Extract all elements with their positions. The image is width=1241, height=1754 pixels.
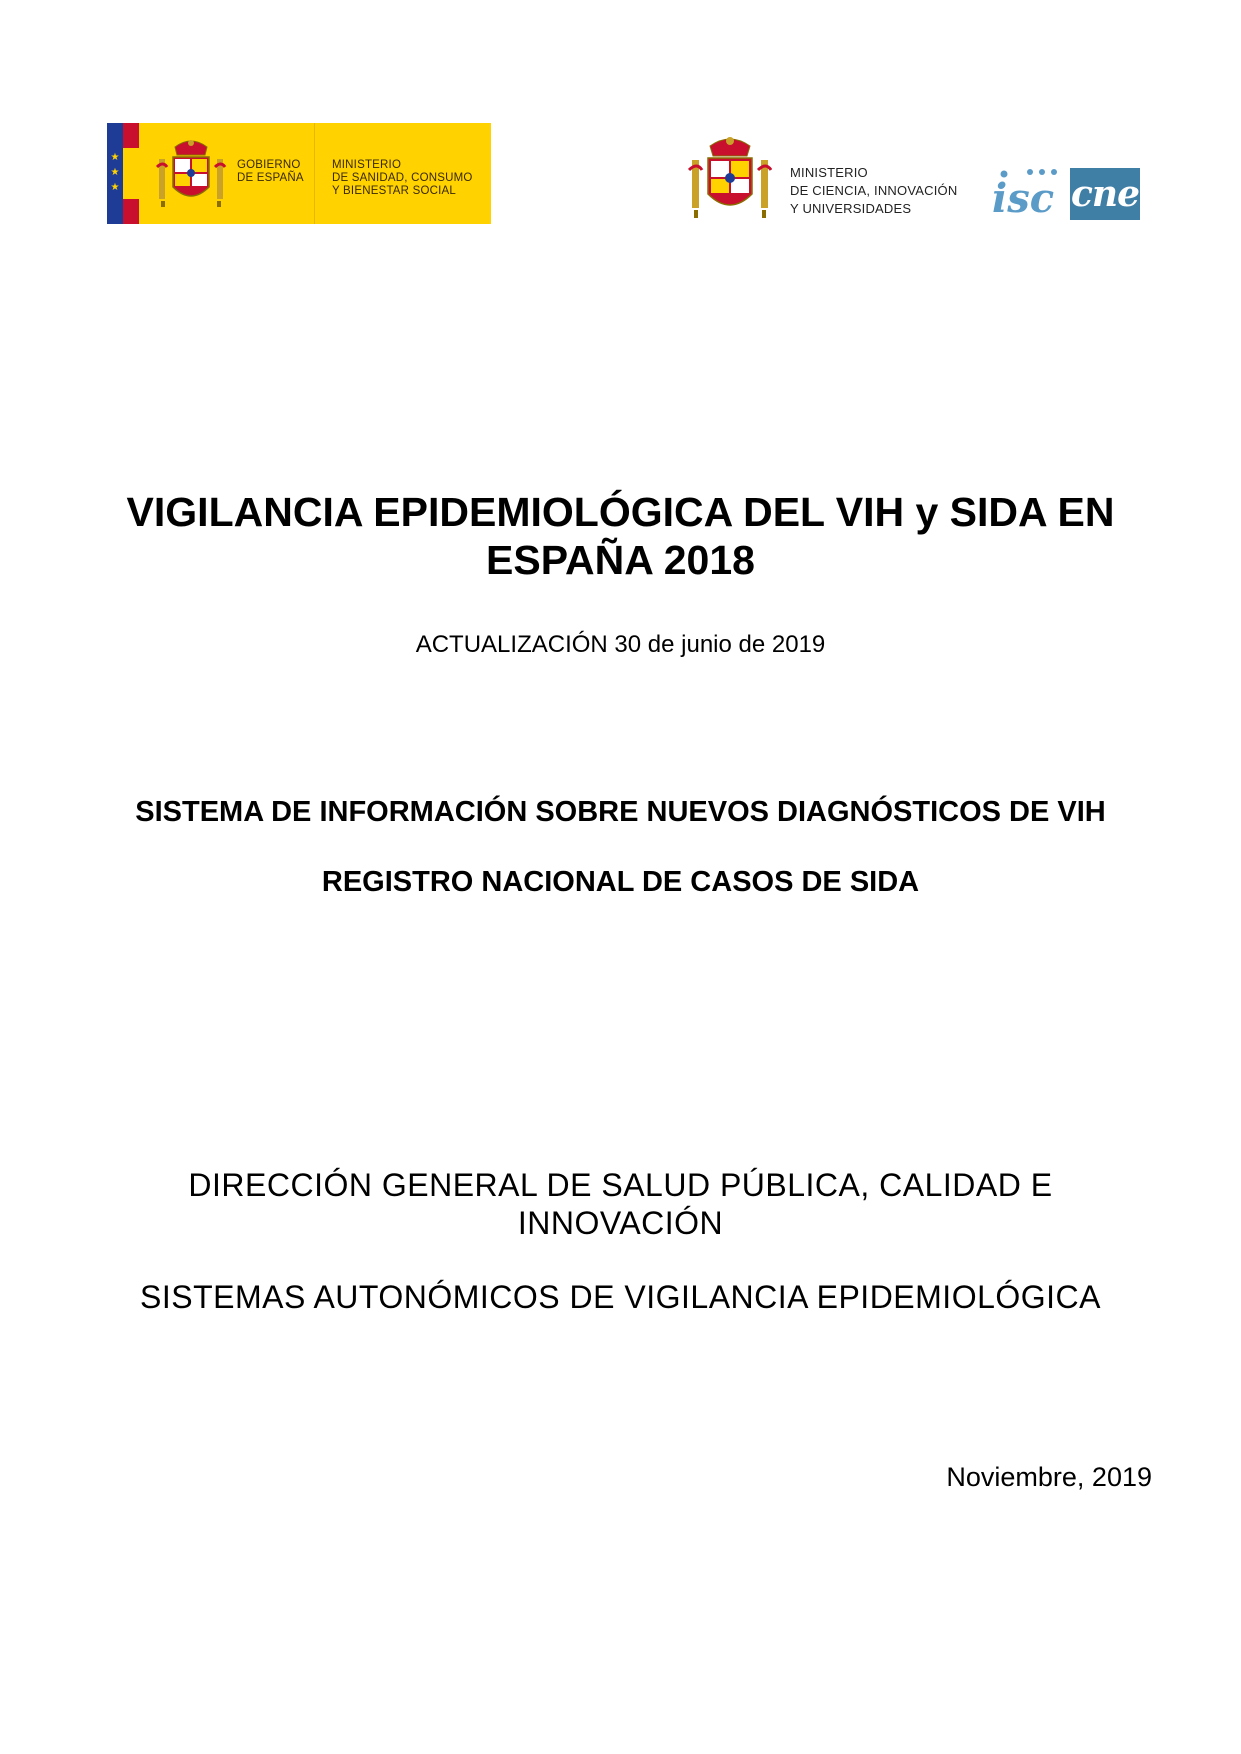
spain-coat-of-arms-icon [688,134,772,224]
registry-heading: REGISTRO NACIONAL DE CASOS DE SIDA [321,866,920,898]
logo-divider [314,123,315,224]
cne-logo-text: cne [1071,173,1139,215]
update-line: ACTUALIZACIÓN 30 de junio de 2019 [415,631,826,658]
ministerio-ciencia-label: MINISTERIO DE CIENCIA, INNOVACIÓN Y UNIVERSIDADES [790,165,958,216]
directorate-name: DIRECCIÓN GENERAL DE SALUD PÚBLICA, CALIDAD E INNOVACIÓN [188,1167,1053,1241]
gobierno-espana-label: GOBIERNO DE ESPAÑA [237,159,304,184]
system-heading: SISTEMA DE INFORMACIÓN SOBRE NUEVOS DIAGNÓSTICOS DE VIH [135,796,1106,828]
ministerio-sanidad-label: MINISTERIO DE SANIDAD, CONSUMO Y BIENESTAR SOCIAL [332,159,473,197]
document-title: VIGILANCIA EPIDEMIOLÓGICA DEL VIH y SIDA EN ESPAÑA 2018 [126,489,1115,583]
publication-date: Noviembre, 2019 [946,1462,1152,1492]
regional-systems-name: SISTEMAS AUTONÓMICOS DE VIGILANCIA EPIDEMIOLÓGICA [140,1279,1101,1315]
isc-logo-text: isc [992,175,1055,220]
cne-logo [1070,168,1140,220]
isciii-logo-icon [990,168,1060,220]
ministerio-ciencia-logo [688,134,988,224]
ministerio-sanidad-logo [107,123,491,224]
spain-coat-of-arms-icon [155,137,227,213]
eu-spain-flag-icon: ★ ★ ★ [107,123,139,224]
